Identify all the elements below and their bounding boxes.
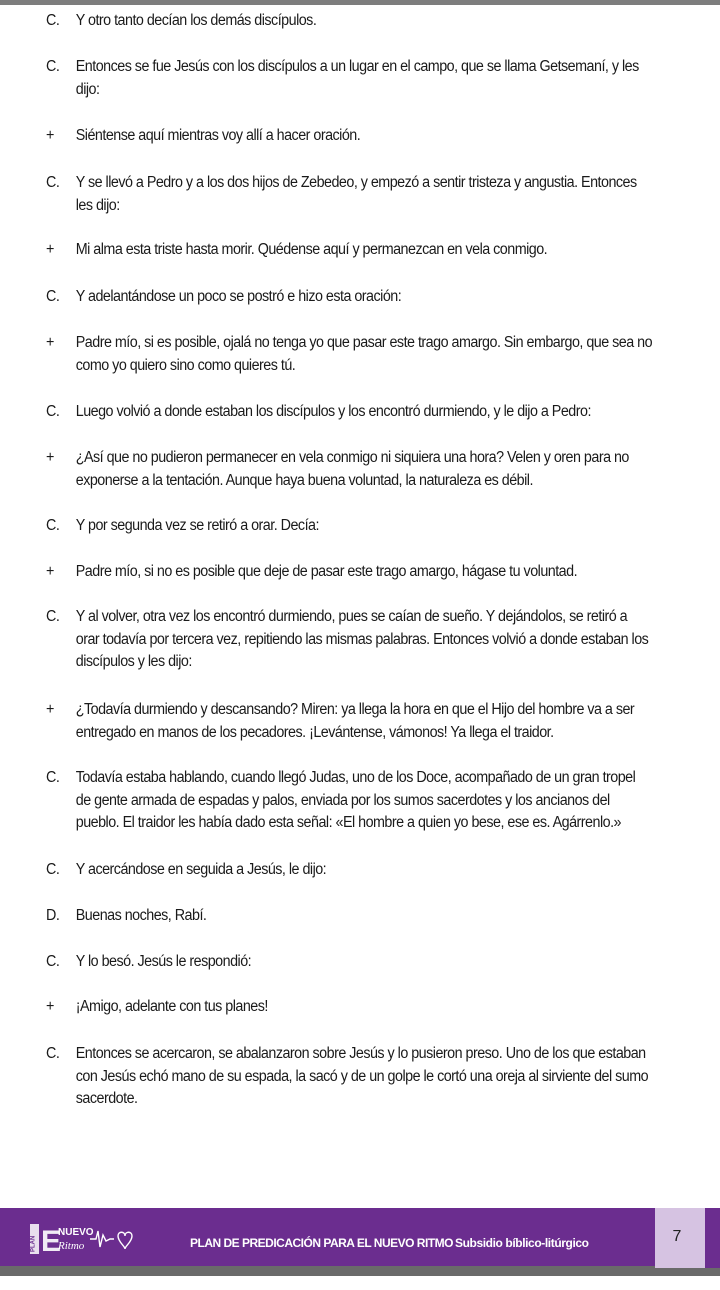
entry-10 [46, 515, 652, 538]
speaker-label: C. [46, 174, 60, 191]
speaker-label: C. [46, 861, 60, 878]
entry-15 [46, 859, 652, 882]
speaker-label: + [46, 334, 54, 351]
entry-13 [46, 699, 652, 744]
speaker-label: C. [46, 12, 60, 29]
footer-title: PLAN DE PREDICACIÓN PARA EL NUEVO RITMO [190, 1236, 453, 1250]
entry-text: Luego volvió a donde estaban los discípulos y los encontró durmiendo, y le dijo a Pedro: [75, 403, 591, 420]
speaker-label: D. [46, 907, 60, 924]
entry-text: Y al volver, otra vez los encontró durmiendo, pues se caían de sueño. Y dejándolos, se retiró a orar todavía por tercera vez, repitiendo las mismas palabras. Entonces volvió a donde estaban los discípulos y les dijo: [75, 608, 649, 671]
svg-text:NUEVO: NUEVO [58, 1227, 94, 1238]
entry-16 [46, 905, 652, 928]
entry-8 [46, 401, 652, 424]
entry-text: ¿Así que no pudieron permanecer en vela conmigo ni siquiera una hora? Velen y oren para no exponerse a la tentación. Aunque haya buena voluntad, la naturaleza es débil. [75, 449, 629, 489]
speaker-label: C. [46, 403, 60, 420]
footer-bottom-line [0, 1266, 720, 1276]
svg-text:PLAN: PLAN [30, 1235, 37, 1252]
entry-18 [46, 996, 652, 1019]
entry-4 [46, 172, 652, 217]
nuevo-ritmo-logo [30, 1222, 142, 1256]
entry-text: Y acercándose en seguida a Jesús, le dijo: [75, 861, 327, 878]
speaker-label: C. [46, 608, 60, 625]
speaker-label: + [46, 701, 54, 718]
entry-14 [46, 767, 652, 835]
footer-right-strip [705, 1208, 720, 1268]
speaker-label: C. [46, 288, 60, 305]
speaker-label: + [46, 563, 54, 580]
entry-text: ¡Amigo, adelante con tus planes! [75, 998, 268, 1015]
speaker-label: + [46, 127, 54, 144]
entry-text: Padre mío, si es posible, ojalá no tenga yo que pasar este trago amargo. Sin embargo, que sea no como yo quiero sino como quieres tú. [75, 334, 653, 374]
entry-text: Entonces se fue Jesús con los discípulos a un lugar en el campo, que se llama Getsemaní, y les dijo: [75, 58, 639, 98]
speaker-label: C. [46, 769, 60, 786]
entry-text: Siéntense aquí mientras voy allí a hacer oración. [75, 127, 361, 144]
entry-19 [46, 1043, 652, 1111]
entry-text: Mi alma esta triste hasta morir. Quédense aquí y permanezcan en vela conmigo. [75, 241, 548, 258]
svg-text:Ritmo: Ritmo [58, 1240, 85, 1252]
entry-text: Y adelantándose un poco se postró e hizo esta oración: [75, 288, 402, 305]
footer-subtitle: Subsidio bíblico-litúrgico [455, 1236, 589, 1250]
speaker-label: C. [46, 1045, 60, 1062]
entry-text: Y lo besó. Jesús le respondió: [75, 953, 252, 970]
entry-text: Y se llevó a Pedro y a los dos hijos de Zebedeo, y empezó a sentir tristeza y angustia. Entonces les dijo: [75, 174, 637, 214]
entry-text: Y otro tanto decían los demás discípulos. [75, 12, 317, 29]
entry-text: Padre mío, si no es posible que deje de pasar este trago amargo, hágase tu voluntad. [75, 563, 578, 580]
speaker-label: C. [46, 517, 60, 534]
entry-text: Todavía estaba hablando, cuando llegó Judas, uno de los Doce, acompañado de un gran tropel de gente armada de espadas y palos, enviada por los sumos sacerdotes y los ancianos del pueblo. El traidor les había dado esta señal: «El hombre a quien yo bese, ese es. Agárrenlo.» [75, 769, 636, 832]
entry-17 [46, 951, 652, 974]
entry-text: Buenas noches, Rabí. [75, 907, 207, 924]
speaker-label: C. [46, 953, 60, 970]
speaker-label: C. [46, 58, 60, 75]
top-border [0, 0, 720, 5]
speaker-label: + [46, 998, 54, 1015]
entry-text: Y por segunda vez se retiró a orar. Decía: [75, 517, 319, 534]
page-number-box [655, 1208, 705, 1268]
entry-12 [46, 606, 652, 674]
entry-5 [46, 239, 652, 262]
entry-3 [46, 125, 652, 148]
page-number: 7 [672, 1228, 682, 1245]
entry-1 [46, 10, 652, 33]
entry-9 [46, 447, 652, 492]
entry-11 [46, 561, 652, 584]
entry-6 [46, 286, 652, 309]
speaker-label: + [46, 241, 54, 258]
svg-text:E: E [41, 1225, 62, 1256]
entry-7 [46, 332, 652, 377]
entry-text: Entonces se acercaron, se abalanzaron sobre Jesús y lo pusieron preso. Uno de los que estaban con Jesús echó mano de su espada, la sacó y de un golpe le cortó una oreja al sirviente del sumo sacerdote. [75, 1045, 649, 1108]
entry-2 [46, 56, 652, 101]
entry-text: ¿Todavía durmiendo y descansando? Miren: ya llega la hora en que el Hijo del hombre va a ser entregado en manos de los pecadores. ¡Levántense, vámonos! Ya llega el traidor. [75, 701, 635, 741]
speaker-label: + [46, 449, 54, 466]
